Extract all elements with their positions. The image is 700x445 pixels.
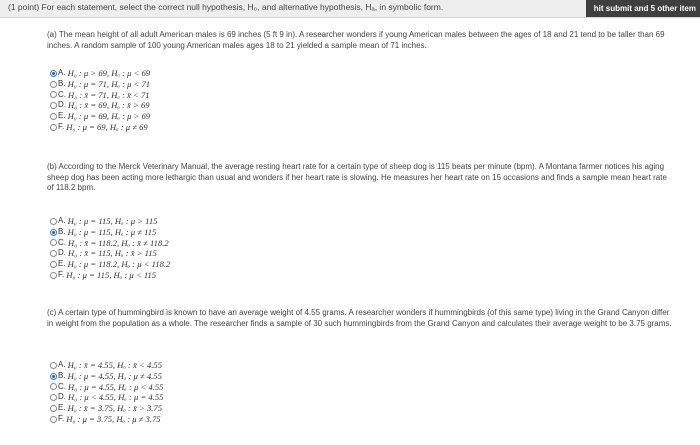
option-letter: D. xyxy=(58,392,66,402)
option-text: H₀ : μ = 3.75, Hₐ : μ ≠ 3.75 xyxy=(66,413,161,424)
radio-button[interactable] xyxy=(50,250,57,257)
option-text: H₀ : x̄ = 115, Hₐ : x̄ > 115 xyxy=(68,248,157,259)
option-b-B[interactable] xyxy=(50,227,170,238)
option-letter: E. xyxy=(58,259,66,269)
option-a-C[interactable] xyxy=(50,90,150,101)
option-letter: C. xyxy=(58,237,66,247)
option-a-F[interactable] xyxy=(50,122,150,133)
option-text: H₀ : μ = 71, Hₐ : μ < 71 xyxy=(67,78,151,89)
option-a-E[interactable] xyxy=(50,111,150,122)
option-b-C[interactable] xyxy=(50,238,170,249)
option-a-A[interactable] xyxy=(50,68,150,79)
option-text: H₀ : x̄ = 118.2, Hₐ : x̄ ≠ 118.2 xyxy=(68,237,169,248)
option-b-E[interactable] xyxy=(50,259,170,270)
option-text: H₀ : μ > 69, Hₐ : μ < 69 xyxy=(67,68,151,78)
radio-button[interactable] xyxy=(50,91,57,98)
option-letter: A. xyxy=(58,68,66,77)
option-text: H₀ : x̄ = 71, Hₐ : x̄ < 71 xyxy=(68,89,150,100)
option-text: H₀ : μ = 4.55, Hₐ : μ ≠ 4.55 xyxy=(67,370,162,381)
options-a xyxy=(50,68,150,133)
option-letter: B. xyxy=(58,370,66,380)
option-text: H₀ : μ < 4.55, Hₐ : μ = 4.55 xyxy=(68,392,164,403)
option-letter: F. xyxy=(58,413,65,423)
option-a-D[interactable] xyxy=(50,100,150,111)
option-letter: C. xyxy=(58,381,66,391)
radio-button[interactable] xyxy=(50,394,57,401)
radio-button[interactable] xyxy=(50,81,57,88)
submit-button[interactable]: hit submit and 5 other item xyxy=(586,0,700,17)
option-text: H₀ : μ = 69, Hₐ : μ > 69 xyxy=(67,111,151,122)
option-text: H₀ : x̄ = 3.75, Hₐ : x̄ > 3.75 xyxy=(67,403,162,414)
radio-button[interactable] xyxy=(50,383,57,390)
option-letter: E. xyxy=(58,403,66,413)
options-b xyxy=(50,216,170,281)
option-c-D[interactable] xyxy=(50,392,163,403)
option-a-B[interactable] xyxy=(50,79,150,90)
radio-button[interactable] xyxy=(50,239,57,246)
option-letter: C. xyxy=(58,89,66,99)
option-letter: E. xyxy=(58,111,66,121)
option-text: H₀ : μ = 115, Hₐ : μ < 115 xyxy=(66,269,157,280)
option-letter: F. xyxy=(58,121,65,131)
radio-button[interactable] xyxy=(50,113,57,120)
radio-button[interactable] xyxy=(50,272,57,279)
radio-button[interactable] xyxy=(50,102,57,109)
option-text: H₀ : μ = 4.55, Hₐ : μ < 4.55 xyxy=(68,381,164,392)
radio-button[interactable] xyxy=(50,405,57,412)
option-letter: F. xyxy=(58,269,65,279)
problem-header-bar xyxy=(0,0,700,18)
option-letter: B. xyxy=(58,226,66,236)
option-letter: D. xyxy=(58,100,66,110)
option-letter: A. xyxy=(58,216,66,225)
question-a-text: (a) The mean height of all adult American males is 69 inches (5 ft 9 in). A researcher wonders if young American males between the ages of 18 and 21 tend to be taller than 69 inches. A random sample of 100 young American males ages 18 to 21 yielded a sample mean of 71 inches. xyxy=(47,30,665,50)
option-text: H₀ : μ = 115, Hₐ : μ > 115 xyxy=(67,216,158,226)
option-letter: A. xyxy=(58,360,66,369)
radio-button[interactable] xyxy=(50,261,57,268)
options-c xyxy=(50,360,163,425)
instruction-text: (1 point) For each statement, select the correct null hypothesis, H₀, and alternative hypothesis, Hₐ, in symbolic form. xyxy=(8,2,444,12)
option-c-A[interactable] xyxy=(50,360,163,371)
option-text: H₀ : x̄ = 69, Hₐ : x̄ > 69 xyxy=(68,100,150,111)
radio-button[interactable] xyxy=(50,362,57,369)
option-b-D[interactable] xyxy=(50,248,170,259)
option-text: H₀ : μ = 69, Hₐ : μ ≠ 69 xyxy=(66,121,148,132)
option-b-A[interactable] xyxy=(50,216,170,227)
radio-button[interactable] xyxy=(50,70,57,77)
option-c-F[interactable] xyxy=(50,414,163,425)
option-c-C[interactable] xyxy=(50,382,163,393)
radio-button[interactable] xyxy=(50,124,57,131)
radio-button[interactable] xyxy=(50,416,57,423)
question-b-text: (b) According to the Merck Veterinary Manual, the average resting heart rate for a certain type of sheep dog is 115 beats per minute (bpm). A Montana farmer notices his aging sheep dog has been acting more lethargic than usual and wonders if her heart rate is slowing. He measures her heart rate on 15 occasions and finds a sample mean heart rate of 118.2 bpm. xyxy=(47,162,667,192)
option-c-E[interactable] xyxy=(50,403,163,414)
option-letter: D. xyxy=(58,248,66,258)
option-c-B[interactable] xyxy=(50,371,163,382)
radio-button[interactable] xyxy=(50,373,57,380)
option-text: H₀ : μ = 115, Hₐ : μ ≠ 115 xyxy=(67,226,157,237)
option-b-F[interactable] xyxy=(50,270,170,281)
radio-button[interactable] xyxy=(50,218,57,225)
option-text: H₀ : x̄ = 4.55, Hₐ : x̄ < 4.55 xyxy=(67,360,162,370)
radio-button[interactable] xyxy=(50,229,57,236)
option-letter: B. xyxy=(58,78,66,88)
question-c-text: (c) A certain type of hummingbird is known to have an average weight of 4.55 grams. A researcher wonders if hummingbirds (of this same type) living in the Grand Canyon differ in weight from the population as a whole. The researcher finds a sample of 30 such hummingbirds from the Grand Canyon and calculates their average weight to be 3.75 grams. xyxy=(47,308,672,328)
option-text: H₀ : μ = 118.2, Hₐ : μ < 118.2 xyxy=(67,259,171,270)
